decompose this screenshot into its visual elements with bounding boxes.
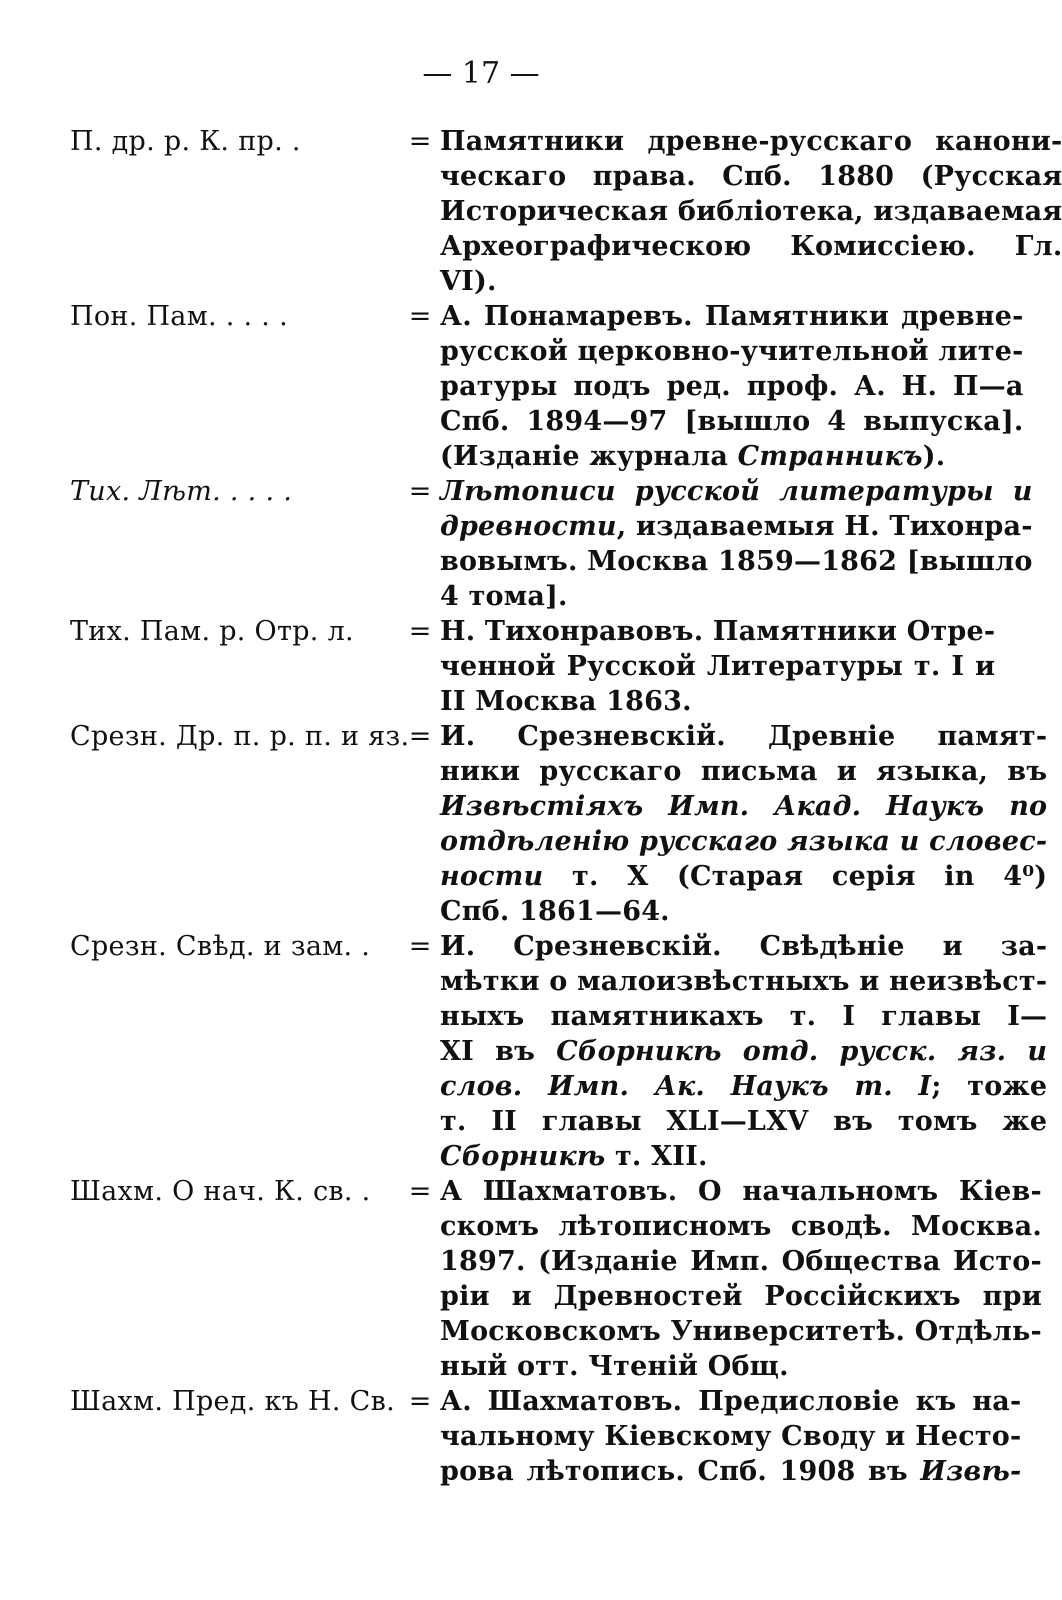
abbreviation-text: Шахм. О нач. К. св. . xyxy=(70,1176,371,1207)
text-segment: Спб. 1894—97 [вышло 4 выпуска]. xyxy=(440,406,1024,437)
abbreviation-description xyxy=(440,1384,1021,1489)
text-segment: , издаваемыя Н. Тихонра- xyxy=(616,511,1033,542)
italic-text: Сборникѣ отд. русск. яз. и xyxy=(556,1036,1048,1067)
italic-text: отдѣленію русскаго языка и словес- xyxy=(440,826,1048,857)
text-segment: ческаго права. Спб. 1880 (Русская xyxy=(440,161,1062,192)
abbreviation-entry xyxy=(70,124,1062,299)
equals-sign: = xyxy=(408,301,432,332)
italic-text: слов. Имп. Ак. Наукъ т. I xyxy=(440,1071,932,1102)
abbreviation-description xyxy=(440,614,995,719)
description-line xyxy=(440,1069,1047,1104)
text-segment: ріи и Древностей Россійскихъ при xyxy=(440,1281,1042,1312)
abbreviation-description xyxy=(440,124,1062,299)
text-segment: И. Срезневскій. Древніе памят- xyxy=(440,721,1048,752)
description-line xyxy=(440,894,1047,929)
description-line xyxy=(440,1349,1042,1384)
abbreviation-term xyxy=(70,719,410,754)
abbreviations-list xyxy=(70,124,1062,1489)
text-segment: А. Понамаревъ. Памятники древне- xyxy=(440,301,1024,332)
text-segment: VI). xyxy=(440,266,497,297)
description-line xyxy=(440,719,1047,754)
abbreviation-entry xyxy=(70,1174,1042,1384)
text-segment: т. XII. xyxy=(605,1141,708,1172)
text-segment: чальному Кіевскому Своду и Несто- xyxy=(440,1421,1022,1452)
abbreviation-term xyxy=(70,474,400,509)
italic-text: Извѣстіяхъ Имп. Акад. Наукъ по xyxy=(440,791,1048,822)
italic-text: Сборникѣ xyxy=(440,1141,606,1172)
description-line xyxy=(440,1174,1042,1209)
abbreviation-entry xyxy=(70,474,1033,614)
abbreviation-description xyxy=(440,299,1024,474)
abbreviation-term xyxy=(70,299,400,334)
description-line xyxy=(440,1139,1047,1174)
abbreviation-entry xyxy=(70,1384,1022,1489)
text-segment: ). xyxy=(922,441,946,472)
description-line xyxy=(440,299,1024,334)
text-segment: ратуры подъ ред. проф. А. Н. П—а xyxy=(440,371,1024,402)
text-segment: ники русскаго письма и языка, въ xyxy=(440,756,1048,787)
text-segment: Археографическою Комиссіею. Гл. xyxy=(440,231,1062,262)
description-line xyxy=(440,684,995,719)
text-segment: Памятники древне-русскаго канони- xyxy=(440,126,1062,157)
text-segment: И. Срезневскій. Свѣдѣніе и за- xyxy=(440,931,1048,962)
description-line xyxy=(440,649,995,684)
italic-text: ности xyxy=(440,861,544,892)
abbreviation-description xyxy=(440,719,1047,929)
abbreviation-term xyxy=(70,614,400,649)
abbreviation-term xyxy=(70,929,400,964)
equals-sign: = xyxy=(408,931,432,962)
text-segment: т. X (Старая серія in 4⁰) xyxy=(543,861,1048,892)
abbreviation-entry xyxy=(70,719,1048,929)
italic-text: Извѣ- xyxy=(920,1456,1022,1487)
abbreviation-text: Тих. Лѣт. . . . . xyxy=(70,476,293,507)
text-segment: II Москва 1863. xyxy=(440,686,692,717)
abbreviation-text: Срезн. Свѣд. и зам. . xyxy=(70,931,371,962)
text-segment: 4 тома]. xyxy=(440,581,568,612)
equals-sign: = xyxy=(408,126,432,157)
text-segment: ; тоже xyxy=(931,1071,1048,1102)
text-segment: ный отт. Чтеній Общ. xyxy=(440,1351,789,1382)
equals-sign: = xyxy=(408,476,432,507)
text-segment: скомъ лѣтописномъ сводѣ. Москва. xyxy=(440,1211,1042,1242)
description-line xyxy=(440,1279,1042,1314)
text-segment: мѣтки о малоизвѣстныхъ и неизвѣст- xyxy=(440,966,1048,997)
description-line xyxy=(440,334,1024,369)
italic-text: Странникъ xyxy=(737,441,923,472)
description-line xyxy=(440,1454,1021,1489)
text-segment: рова лѣтопись. Спб. 1908 въ xyxy=(440,1456,921,1487)
text-segment: 1897. (Изданіе Имп. Общества Исто- xyxy=(440,1246,1042,1277)
equals-sign: = xyxy=(408,1386,432,1417)
equals-sign: = xyxy=(408,721,432,752)
text-segment: Историческая библіотека, издаваемая xyxy=(440,196,1062,227)
text-segment: ныхъ памятникахъ т. I главы I— xyxy=(440,1001,1048,1032)
description-line xyxy=(440,1104,1047,1139)
abbreviation-text: Срезн. Др. п. р. п. и яз. xyxy=(70,721,410,752)
abbreviation-term xyxy=(70,124,400,159)
abbreviation-text: П. др. р. К. пр. . xyxy=(70,126,301,157)
description-line xyxy=(440,439,1024,474)
abbreviation-text: Тих. Пам. р. Отр. л. xyxy=(70,616,354,647)
abbreviation-term xyxy=(70,1174,400,1209)
text-segment: А Шахматовъ. О начальномъ Кіев- xyxy=(440,1176,1042,1207)
text-segment: А. Шахматовъ. Предисловіе къ на- xyxy=(440,1386,1022,1417)
description-line xyxy=(440,964,1047,999)
description-line xyxy=(440,1384,1021,1419)
text-segment: XI въ xyxy=(440,1036,557,1067)
description-line xyxy=(440,999,1047,1034)
abbreviation-text: Пон. Пам. . . . . xyxy=(70,301,288,332)
description-line xyxy=(440,124,1062,159)
italic-text: древности xyxy=(440,511,617,542)
equals-sign: = xyxy=(408,616,432,647)
description-line xyxy=(440,159,1062,194)
abbreviation-description xyxy=(440,1174,1042,1384)
abbreviation-text: Шахм. Пред. къ Н. Св. xyxy=(70,1386,395,1417)
abbreviation-description xyxy=(440,929,1047,1174)
text-segment: Спб. 1861—64. xyxy=(440,896,670,927)
description-line xyxy=(440,404,1024,439)
description-line xyxy=(440,264,1062,299)
text-segment: вовымъ. Москва 1859—1862 [вышло xyxy=(440,546,1033,577)
description-line xyxy=(440,229,1062,264)
description-line xyxy=(440,859,1047,894)
text-segment: ченной Русской Литературы т. I и xyxy=(440,651,996,682)
italic-text: Лѣтописи русской литературы и xyxy=(440,476,1033,507)
description-line xyxy=(440,474,1033,509)
description-line xyxy=(440,929,1047,964)
text-segment: русской церковно-учительной лите- xyxy=(440,336,1024,367)
description-line xyxy=(440,194,1062,229)
description-line xyxy=(440,1419,1021,1454)
description-line xyxy=(440,579,1033,614)
description-line xyxy=(440,754,1047,789)
text-segment: (Изданіе журнала xyxy=(440,441,738,472)
abbreviation-description xyxy=(440,474,1033,614)
abbreviation-entry xyxy=(70,299,1024,474)
description-line xyxy=(440,1209,1042,1244)
text-segment: Московскомъ Университетѣ. Отдѣль- xyxy=(440,1316,1042,1347)
description-line xyxy=(440,824,1047,859)
abbreviation-entry xyxy=(70,929,1048,1174)
description-line xyxy=(440,509,1033,544)
description-line xyxy=(440,544,1033,579)
abbreviation-entry xyxy=(70,614,996,719)
text-segment: Н. Тихонравовъ. Памятники Отре- xyxy=(440,616,996,647)
description-line xyxy=(440,1244,1042,1279)
description-line xyxy=(440,789,1047,824)
abbreviation-term xyxy=(70,1384,400,1419)
page-number: — 17 — xyxy=(422,56,540,91)
text-segment: т. II главы XLI—LXV въ томъ же xyxy=(440,1106,1048,1137)
description-line xyxy=(440,614,995,649)
description-line xyxy=(440,1314,1042,1349)
description-line xyxy=(440,1034,1047,1069)
equals-sign: = xyxy=(408,1176,432,1207)
description-line xyxy=(440,369,1024,404)
